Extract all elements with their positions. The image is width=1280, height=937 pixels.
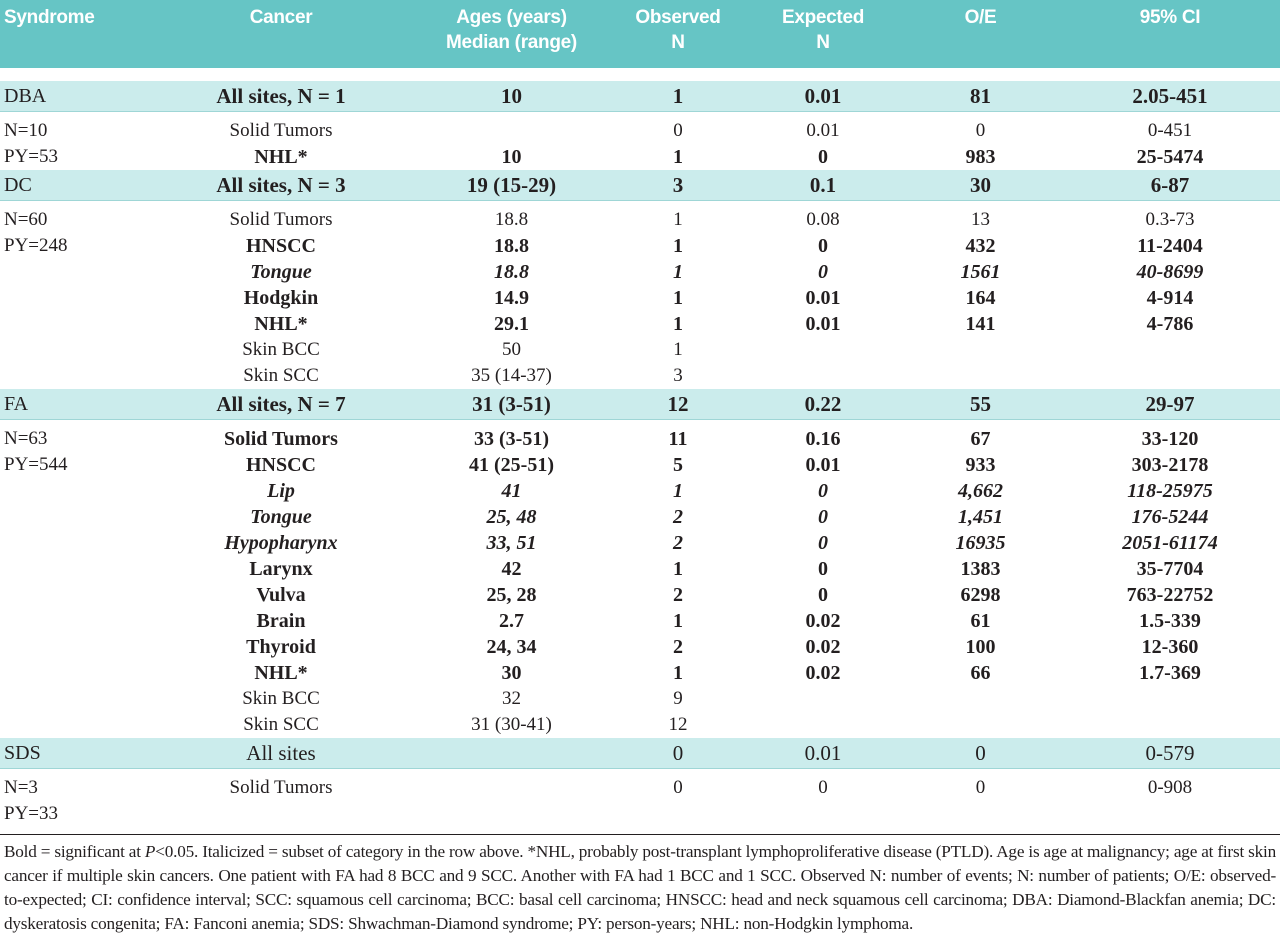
table-row <box>0 311 1280 337</box>
table-body <box>0 68 1280 827</box>
oe-cell: 4,662 <box>958 479 1003 502</box>
oe-cell: 1383 <box>960 557 1001 580</box>
group-row-sds <box>0 738 1280 769</box>
oe-cell: 6298 <box>960 583 1001 606</box>
age-cell: 41 <box>501 479 522 502</box>
table-row <box>0 660 1280 686</box>
oe-cell <box>901 712 1060 738</box>
header-ages: Ages (years) Median (range) <box>412 0 611 68</box>
oe-cell: 983 <box>965 145 996 168</box>
header-ci: 95% CI <box>1060 0 1280 68</box>
cancer-cell: All sites, N = 3 <box>150 170 412 201</box>
oe-cell <box>901 337 1060 363</box>
ci-cell <box>1060 686 1280 712</box>
cancer-cell: Skin BCC <box>242 688 320 709</box>
observed-cell: 1 <box>673 661 683 684</box>
table-row <box>0 556 1280 582</box>
age-cell: 10 <box>412 81 611 112</box>
table-row <box>0 207 1280 233</box>
cancer-cell: Skin BCC <box>242 339 320 360</box>
observed-cell: 0 <box>611 738 745 769</box>
oe-cell: 0 <box>901 738 1060 769</box>
ci-cell: 2051-61174 <box>1122 531 1218 554</box>
oe-cell: 141 <box>965 312 996 335</box>
ci-cell: 0.3-73 <box>1145 209 1195 230</box>
footnote-divider <box>0 834 1280 835</box>
age-cell: 33 (3-51) <box>474 427 549 450</box>
table-row <box>0 712 1280 738</box>
syndrome-meta: PY=544 <box>4 454 68 475</box>
table-row <box>0 530 1280 556</box>
expected-cell: 0.02 <box>805 661 841 684</box>
footnote-text-2: <0.05. Italicized = subset of category in the row above. *NHL, probably post-transplant lymphoproliferative disease (PTLD). Age is age at malignancy; age at first skin cancer if multiple skin cancers. One patient with FA had 8 BCC and 9 SCC. Another with FA had 1 BCC and 1 SCC. Observed N: number of events; N: number of patients; O/E: observed-to-expected; CI: confidence interval; SCC: squamous cell carcinoma; BCC: basal cell carcinoma; HNSCC: head and neck squamous cell carcinoma; DBA: Diamond-Blackfan anemia; DC: dyskeratosis congenita; FA: Fanconi anemia; SDS: Shwachman-Diamond syndrome; PY: person-years; NHL: non-Hodgkin lymphoma. <box>4 842 1276 933</box>
expected-cell: 0.01 <box>805 286 841 309</box>
header-observed: Observed N <box>611 0 745 68</box>
age-cell: 29.1 <box>494 312 529 335</box>
observed-cell: 1 <box>673 260 683 283</box>
expected-cell: 0.22 <box>745 389 901 420</box>
expected-cell: 0 <box>818 777 828 798</box>
expected-cell: 0.01 <box>745 738 901 769</box>
table-row <box>0 144 1280 170</box>
empty-cell <box>901 801 1060 827</box>
age-cell: 2.7 <box>499 609 524 632</box>
header-cancer: Cancer <box>150 0 412 68</box>
age-cell: 25, 48 <box>486 505 537 528</box>
table-row <box>0 686 1280 712</box>
cancer-cell: All sites, N = 7 <box>150 389 412 420</box>
observed-cell: 1 <box>673 557 683 580</box>
age-cell: 32 <box>502 688 521 709</box>
table-row <box>0 337 1280 363</box>
expected-cell: 0 <box>818 234 828 257</box>
oe-cell: 164 <box>965 286 996 309</box>
expected-cell: 0.01 <box>745 81 901 112</box>
expected-cell: 0.1 <box>745 170 901 201</box>
observed-cell: 2 <box>673 505 683 528</box>
group-row-dc <box>0 170 1280 201</box>
cancer-cell: Skin SCC <box>243 365 319 386</box>
ci-cell: 1.7-369 <box>1139 661 1201 684</box>
expected-cell: 0 <box>818 583 828 606</box>
expected-cell: 0.01 <box>805 453 841 476</box>
ci-cell: 0-579 <box>1060 738 1280 769</box>
ci-cell: 35-7704 <box>1136 557 1204 580</box>
empty-cell <box>0 337 150 363</box>
observed-cell: 1 <box>673 234 683 257</box>
footnote-text-1: Bold = significant at <box>4 842 145 861</box>
observed-cell: 5 <box>673 453 683 476</box>
ci-cell: 4-786 <box>1146 312 1194 335</box>
oe-cell: 1,451 <box>958 505 1003 528</box>
observed-cell: 2 <box>673 635 683 658</box>
table-row <box>0 608 1280 634</box>
observed-cell: 2 <box>673 531 683 554</box>
empty-cell <box>0 608 150 634</box>
empty-cell <box>0 478 150 504</box>
expected-cell: 0.02 <box>805 635 841 658</box>
cancer-cell: Lip <box>267 479 295 502</box>
ci-cell: 0-451 <box>1147 120 1193 141</box>
ci-cell: 118-25975 <box>1127 479 1213 502</box>
table-row <box>0 775 1280 801</box>
age-cell: 41 (25-51) <box>469 453 554 476</box>
cancer-cell: Larynx <box>249 557 313 580</box>
age-cell: 19 (15-29) <box>412 170 611 201</box>
age-cell: 25, 28 <box>486 583 537 606</box>
cancer-cell: Solid Tumors <box>229 120 333 141</box>
empty-cell <box>1060 801 1280 827</box>
expected-cell <box>745 363 901 389</box>
age-cell: 50 <box>502 339 521 360</box>
observed-cell: 1 <box>611 81 745 112</box>
oe-cell <box>901 686 1060 712</box>
cancer-cell: Hodgkin <box>243 286 319 309</box>
observed-cell: 0 <box>673 120 683 141</box>
oe-cell: 81 <box>901 81 1060 112</box>
syndrome-meta: N=3 <box>4 777 38 798</box>
footnote-p-symbol: P <box>144 842 156 861</box>
empty-cell <box>745 801 901 827</box>
table-row <box>0 504 1280 530</box>
syndrome-label: DC <box>0 170 150 201</box>
table-row <box>0 233 1280 259</box>
expected-cell: 0.02 <box>805 609 841 632</box>
age-cell: 18.8 <box>494 209 529 230</box>
ci-cell: 4-914 <box>1146 286 1194 309</box>
ci-cell: 0-908 <box>1147 777 1193 798</box>
observed-cell: 3 <box>611 170 745 201</box>
group-row-dba <box>0 81 1280 112</box>
cancer-cell: NHL* <box>254 312 308 335</box>
observed-cell: 1 <box>673 209 683 230</box>
observed-cell: 1 <box>673 145 683 168</box>
ci-cell <box>1060 337 1280 363</box>
expected-cell <box>745 712 901 738</box>
cancer-cell: Brain <box>256 609 306 632</box>
cancer-cell: NHL* <box>254 145 308 168</box>
age-cell: 18.8 <box>494 234 529 257</box>
cancer-cell: NHL* <box>254 661 308 684</box>
ci-cell: 25-5474 <box>1136 145 1204 168</box>
ci-cell: 763-22752 <box>1126 583 1214 606</box>
oe-cell: 16935 <box>955 531 1006 554</box>
oe-cell: 1561 <box>960 260 1001 283</box>
observed-cell: 1 <box>673 286 683 309</box>
cancer-cell: Solid Tumors <box>224 427 338 450</box>
ci-cell: 2.05-451 <box>1060 81 1280 112</box>
cancer-cell: Tongue <box>250 505 312 528</box>
age-cell: 42 <box>501 557 522 580</box>
cancer-cell: Tongue <box>250 260 312 283</box>
header-syndrome: Syndrome <box>0 0 150 68</box>
ci-cell <box>1060 363 1280 389</box>
observed-cell: 11 <box>668 427 688 450</box>
age-cell <box>412 118 611 144</box>
cancer-cell: Thyroid <box>246 635 316 658</box>
empty-cell <box>0 686 150 712</box>
syndrome-meta: PY=53 <box>4 146 59 167</box>
observed-cell: 0 <box>673 777 683 798</box>
header-row <box>0 0 1280 68</box>
cancer-cell: HNSCC <box>245 453 316 476</box>
empty-cell <box>0 311 150 337</box>
syndrome-meta: N=60 <box>4 209 48 230</box>
observed-cell: 12 <box>668 714 688 735</box>
empty-cell <box>0 285 150 311</box>
empty-cell <box>0 712 150 738</box>
expected-cell: 0 <box>818 531 828 554</box>
oe-cell: 432 <box>965 234 996 257</box>
expected-cell: 0 <box>818 260 828 283</box>
empty-cell <box>0 582 150 608</box>
table-row <box>0 259 1280 285</box>
oe-cell: 933 <box>965 453 996 476</box>
table-row <box>0 582 1280 608</box>
table-row <box>0 801 1280 827</box>
expected-cell: 0.16 <box>805 427 841 450</box>
cancer-cell: HNSCC <box>245 234 316 257</box>
syndrome-label: DBA <box>0 81 150 112</box>
empty-cell <box>0 556 150 582</box>
oe-cell: 30 <box>901 170 1060 201</box>
oe-cell: 67 <box>970 427 991 450</box>
oe-cell: 61 <box>970 609 991 632</box>
syndrome-meta: PY=248 <box>4 235 68 256</box>
age-cell: 33, 51 <box>486 531 537 554</box>
age-cell: 14.9 <box>494 286 529 309</box>
age-cell: 31 (30-41) <box>471 714 552 735</box>
observed-cell: 3 <box>673 365 683 386</box>
age-cell <box>412 738 611 769</box>
syndrome-label: FA <box>0 389 150 420</box>
ci-cell <box>1060 712 1280 738</box>
oe-cell: 0 <box>975 777 986 798</box>
oe-cell: 55 <box>901 389 1060 420</box>
ci-cell: 33-120 <box>1141 427 1199 450</box>
age-cell: 18.8 <box>494 260 529 283</box>
ci-cell: 12-360 <box>1141 635 1199 658</box>
header-oe: O/E <box>901 0 1060 68</box>
observed-cell: 2 <box>673 583 683 606</box>
expected-cell: 0 <box>818 557 828 580</box>
oe-cell: 66 <box>970 661 991 684</box>
table-row <box>0 285 1280 311</box>
syndrome-meta: N=63 <box>4 428 48 449</box>
cancer-cell: Vulva <box>256 583 306 606</box>
expected-cell: 0.01 <box>805 312 841 335</box>
ci-cell: 40-8699 <box>1136 260 1204 283</box>
expected-cell: 0 <box>818 505 828 528</box>
cancer-cell: Solid Tumors <box>229 777 333 798</box>
cancer-cell: Hypopharynx <box>224 531 338 554</box>
age-cell: 35 (14-37) <box>471 365 552 386</box>
expected-cell <box>745 337 901 363</box>
age-cell: 31 (3-51) <box>412 389 611 420</box>
oe-cell: 0 <box>975 120 986 141</box>
table-header <box>0 0 1280 68</box>
table-row <box>0 634 1280 660</box>
observed-cell: 9 <box>673 688 683 709</box>
empty-cell <box>611 801 745 827</box>
table-footnote <box>4 840 1276 936</box>
table-row <box>0 452 1280 478</box>
ci-cell: 303-2178 <box>1131 453 1209 476</box>
cancer-cell: All sites <box>150 738 412 769</box>
ci-cell: 176-5244 <box>1131 505 1209 528</box>
syndrome-meta: PY=33 <box>4 803 59 824</box>
empty-cell <box>0 634 150 660</box>
empty-cell <box>0 259 150 285</box>
observed-cell: 1 <box>673 339 683 360</box>
oe-cell <box>901 363 1060 389</box>
age-cell: 24, 34 <box>486 635 537 658</box>
cancer-cell: Skin SCC <box>243 714 319 735</box>
ci-cell: 6-87 <box>1060 170 1280 201</box>
table-row <box>0 118 1280 144</box>
table-row <box>0 363 1280 389</box>
empty-cell <box>0 530 150 556</box>
syndrome-label: SDS <box>0 738 150 769</box>
expected-cell: 0.01 <box>806 120 840 141</box>
ci-cell: 1.5-339 <box>1139 609 1201 632</box>
oe-cell: 13 <box>971 209 990 230</box>
empty-cell <box>0 363 150 389</box>
group-row-fa <box>0 389 1280 420</box>
empty-cell <box>412 801 611 827</box>
cancer-cell: All sites, N = 1 <box>150 81 412 112</box>
observed-cell: 12 <box>611 389 745 420</box>
age-cell: 10 <box>501 145 522 168</box>
syndrome-meta: N=10 <box>4 120 48 141</box>
age-cell: 30 <box>501 661 522 684</box>
empty-cell <box>0 660 150 686</box>
ci-cell: 29-97 <box>1060 389 1280 420</box>
cancer-cell: Solid Tumors <box>229 209 333 230</box>
ci-cell: 11-2404 <box>1137 234 1203 257</box>
observed-cell: 1 <box>673 609 683 632</box>
expected-cell: 0 <box>818 145 828 168</box>
empty-cell <box>0 504 150 530</box>
expected-cell: 0.08 <box>806 209 840 230</box>
empty-cell <box>150 801 412 827</box>
table-row <box>0 426 1280 452</box>
expected-cell <box>745 686 901 712</box>
header-expected: Expected N <box>745 0 901 68</box>
table-row <box>0 478 1280 504</box>
observed-cell: 1 <box>673 479 683 502</box>
age-cell <box>412 775 611 801</box>
expected-cell: 0 <box>818 479 828 502</box>
observed-cell: 1 <box>673 312 683 335</box>
spacer <box>0 68 1280 81</box>
oe-cell: 100 <box>965 635 996 658</box>
